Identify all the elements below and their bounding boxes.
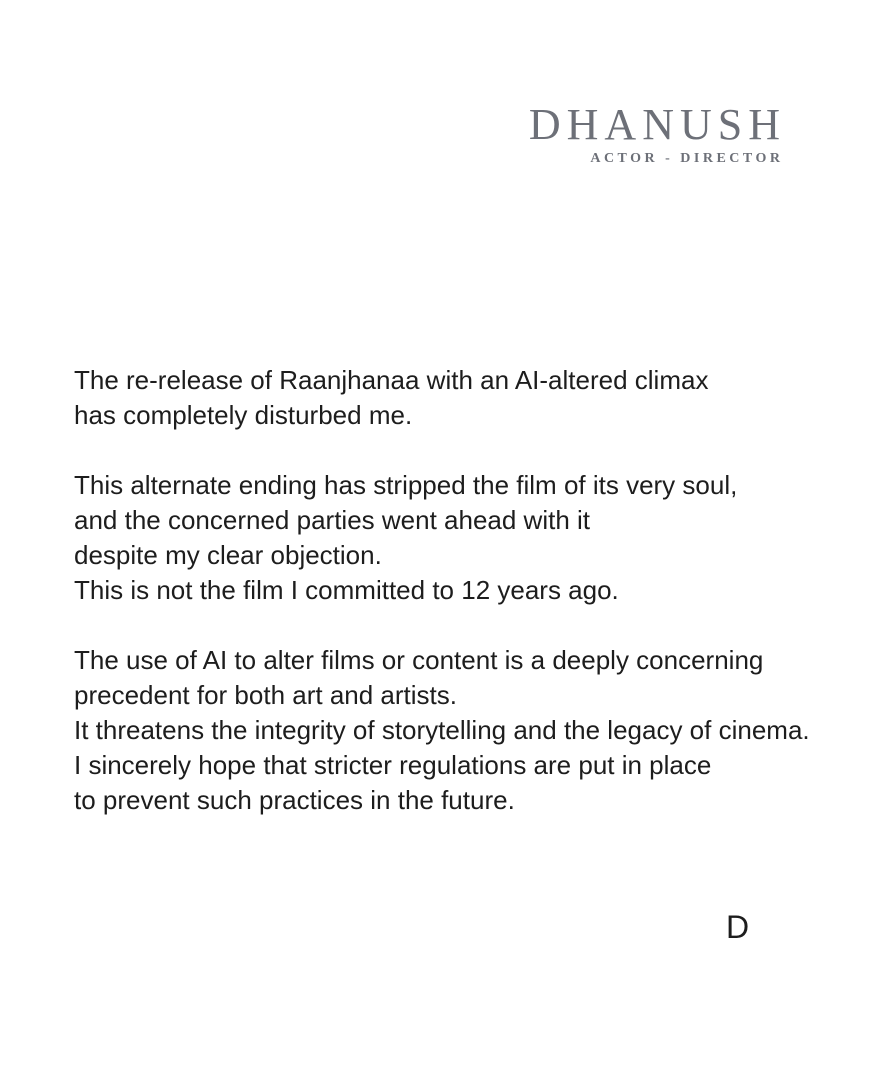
statement-line: and the concerned parties went ahead with it bbox=[74, 505, 591, 535]
statement-line: It threatens the integrity of storytelling and the legacy of cinema. bbox=[74, 715, 810, 745]
statement-line: has completely disturbed me. bbox=[74, 400, 413, 430]
statement-line: The use of AI to alter films or content is a deeply concerning bbox=[74, 645, 764, 675]
statement-line: This is not the film I committed to 12 years ago. bbox=[74, 575, 619, 605]
statement-paragraph-1 bbox=[74, 363, 830, 433]
statement-line: The re-release of Raanjhanaa with an AI-altered climax bbox=[74, 365, 709, 395]
letterhead bbox=[528, 100, 786, 168]
statement-body bbox=[74, 363, 830, 818]
brand-wordmark: DHANUSH bbox=[528, 100, 786, 149]
statement-paragraph-2 bbox=[74, 468, 830, 608]
statement-line: to prevent such practices in the future. bbox=[74, 785, 515, 815]
statement-line: precedent for both art and artists. bbox=[74, 680, 457, 710]
statement-line: I sincerely hope that stricter regulations are put in place bbox=[74, 750, 712, 780]
signature-initial: D bbox=[726, 909, 750, 945]
statement-paragraph-3 bbox=[74, 643, 830, 818]
brand-tagline: ACTOR - DIRECTOR bbox=[590, 151, 784, 166]
statement-line: This alternate ending has stripped the film of its very soul, bbox=[74, 470, 738, 500]
statement-line: despite my clear objection. bbox=[74, 540, 382, 570]
